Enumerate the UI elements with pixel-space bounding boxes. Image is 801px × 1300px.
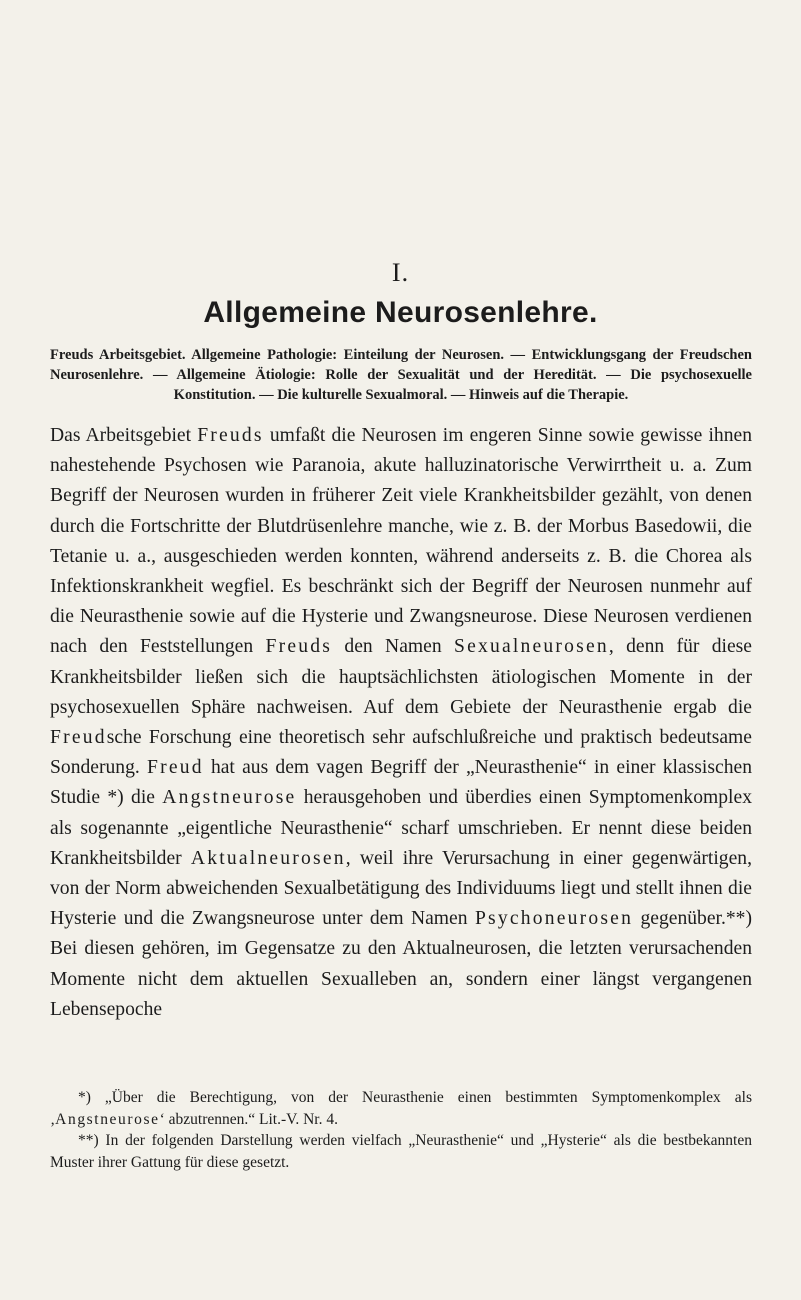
text-run: Das Arbeitsgebiet xyxy=(50,425,198,446)
emphasis-aktualneurosen: Aktualneurosen xyxy=(190,847,346,869)
emphasis-freud: Freud xyxy=(50,727,107,749)
emphasis-angstneurose: Angstneurose xyxy=(162,787,297,809)
footnote-text: *) „Über die Berechtigung, von der Neurasthenie einen bestimmten Symptomenkomplex als ‚ xyxy=(50,1089,752,1128)
emphasis-freud: Freuds xyxy=(265,636,333,658)
text-run: gegenüber.**) Bei diesen gehören, im Gegensatze zu den Aktualneurosen, die letzten verursachenden Momente nicht dem aktuellen Sexualleben an, sondern einer längst vergangenen Lebensepoche xyxy=(50,908,752,1020)
text-run: sche Forschung eine theoretisch sehr aufschlußreiche und praktisch bedeutsame Sonderung. xyxy=(50,727,752,779)
text-run: hat aus dem vagen Begriff der „Neurasthenie“ in einer klassischen Studie *) die xyxy=(50,757,752,809)
footnote-2: **) In der folgenden Darstellung werden vielfach „Neurasthenie“ und „Hysterie“ als die bestbekannten Muster ihrer Gattung für diese gesetzt. xyxy=(50,1132,752,1171)
footnote-text: ‘ abzutrennen.“ Lit.-V. Nr. 4. xyxy=(159,1110,338,1128)
chapter-summary: Freuds Arbeitsgebiet. Allgemeine Pathologie: Einteilung der Neurosen. — Entwicklungsgang der Freudschen Neurosenlehre. — Allgemeine Ätiologie: Rolle der Sexualität und der Heredität. — Die psychosexuelle Konstitution. — Die kulturelle Sexualmoral. — Hinweis auf die Therapie. xyxy=(50,347,752,403)
emphasis-psychoneurosen: Psychoneurosen xyxy=(474,908,634,930)
text-run: , weil ihre Verursachung in einer gegenwärtigen, von der Norm abweichenden Sexualbetätigung des Individuums liegt und stellt ihnen die Hysterie und die Zwangsneurose unter dem Namen xyxy=(50,847,752,930)
body-text xyxy=(50,421,752,1025)
text-run: umfaßt die Neurosen im engeren Sinne sowie gewisse ihnen nahestehende Psychosen wie Paranoia, akute halluzinatorische Verwirrtheit u. a. Zum Begriff der Neurosen wurden in früherer Zeit viele Krankheitsbilder gezählt, von denen durch die Fortschritte der Blutdrüsenlehre manche, wie z. B. der Morbus Basedowii, die Tetanie u. a., ausgeschieden werden konnten, während anderseits z. B. die Chorea als Infektionskrankheit wegfiel. Es beschränkt sich der Begriff der Neurosen nunmehr auf die Neurasthenie sowie auf die Hysterie und Zwangsneurose. Diese Neurosen verdienen nach den Feststellungen xyxy=(50,425,752,658)
emphasis-angstneurose: Angstneurose xyxy=(55,1110,160,1128)
text-run: herausgehoben und überdies einen Symptomenkomplex als sogenannte „eigentliche Neurasthenie“ scharf umschrieben. Er nennt diese beiden Krankheitsbilder xyxy=(50,787,752,869)
footnotes xyxy=(50,1087,752,1173)
body-paragraph xyxy=(50,421,752,1025)
chapter-number: I. xyxy=(391,258,410,287)
emphasis-freud: Freud xyxy=(147,757,204,779)
emphasis-sexualneurosen: Sexualneurosen xyxy=(454,636,609,658)
text-run: , denn für diese Krankheitsbilder ließen sich die hauptsächlichsten ätiologischen Momente in der psychosexuellen Sphäre nachweisen. Auf dem Gebiete der Neurasthenie ergab die xyxy=(50,636,752,718)
text-run: den Namen xyxy=(332,636,454,658)
footnote-1 xyxy=(50,1087,752,1130)
chapter-title: Allgemeine Neurosenlehre. xyxy=(203,296,598,329)
emphasis-freud: Freuds xyxy=(197,425,264,446)
